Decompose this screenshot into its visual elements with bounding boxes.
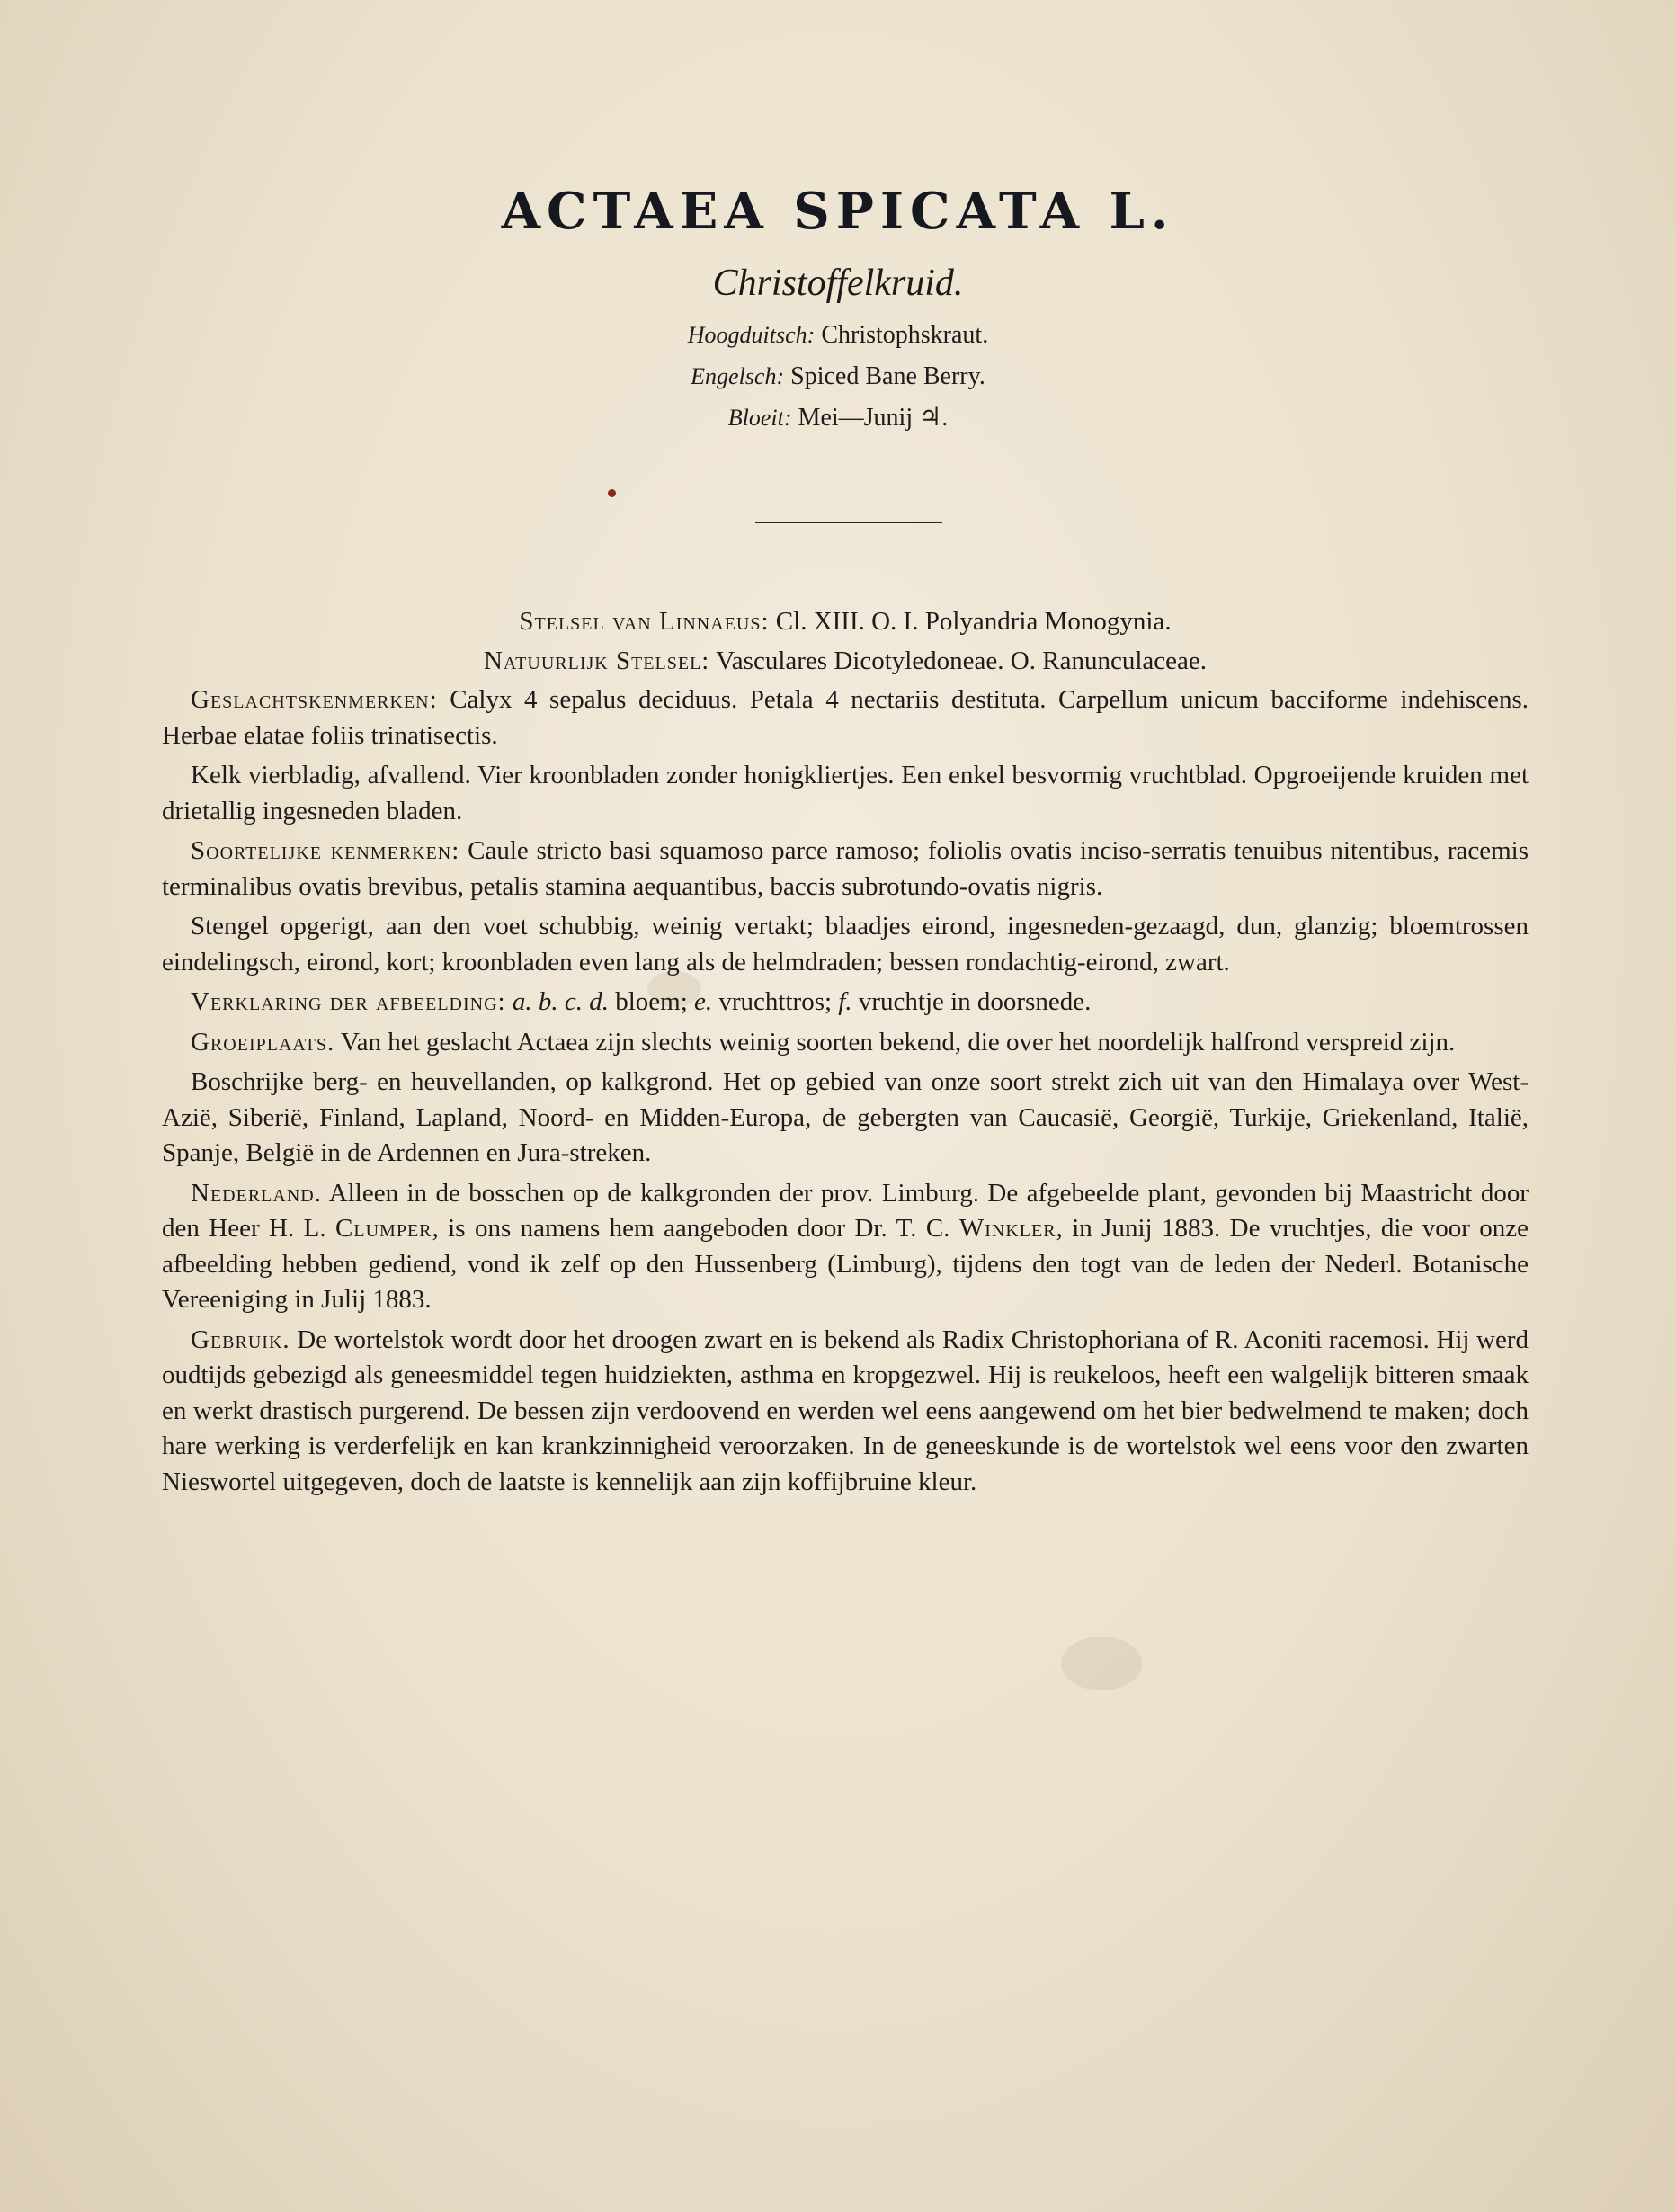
flowering-line — [0, 397, 1676, 439]
divider-rule — [755, 522, 942, 523]
genus-characters-text: Calyx 4 sepalus deciduus. Petala 4 nectariis destituta. Carpellum unicum bacciforme indehiscens. Herbae elatae foliis trinatisectis. — [162, 685, 1529, 750]
donor-name: Winkler — [958, 1214, 1056, 1243]
stem-paragraph: Stengel opgerigt, aan den voet schubbig, weinig vertakt; blaadjes eirond, ingesneden-gezaagd, dun, glanzig; bloemtrossen eindelingsch, eirond, kort; kroonbladen even lang als de helmdraden; bessen rondachtig-eirond, zwart. — [162, 912, 1529, 977]
usage-paragraph — [162, 1323, 1529, 1501]
species-characters-paragraph — [162, 834, 1529, 905]
english-name-line — [0, 356, 1676, 397]
title-block — [0, 171, 1676, 439]
netherlands-paragraph — [162, 1176, 1529, 1318]
paper-stain — [1061, 1637, 1142, 1690]
german-label: Hoogduitsch: — [687, 322, 816, 348]
linnaeus-label: Stelsel van Linnaeus: — [519, 607, 770, 636]
species-characters-text: Caule stricto basi squamoso parce ramoso; foliolis ovatis inciso-serratis tenuibus nitentibus, racemis terminalibus ovatis brevibus, petalis stamina aequantibus, baccis subrotundo-ovatis nigris. — [162, 836, 1529, 901]
figure-text-fruit-section: vruchtje in doorsnede. — [858, 987, 1092, 1016]
flowering-label: Bloeit: — [727, 405, 792, 431]
habitat-paragraph — [162, 1025, 1529, 1061]
flowering-value: Mei—Junij ♃. — [798, 404, 949, 432]
natural-system-text: Vasculares Dicotyledoneae. O. Ranunculaceae. — [716, 646, 1207, 675]
body-text — [162, 604, 1529, 1504]
natural-system-label: Natuurlijk Stelsel: — [483, 646, 710, 675]
calyx-paragraph: Kelk vierbladig, afvallend. Vier kroonbladen zonder honigkliertjes. Een enkel besvormig vruchtblad. Opgroeijende kruiden met drietallig ingesneden bladen. — [162, 761, 1529, 825]
habitat-label: Groeiplaats. — [191, 1027, 335, 1057]
distribution-paragraph: Boschrijke berg- en heuvellanden, op kalkgrond. Het op gebied van onze soort strekt zich uit van den Himalaya over West-Azië, Siberië, Finland, Lapland, Noord- en Midden-Europa, de gebergten van Caucasië, Georgië, Turkije, Griekenland, Italië, Spanje, België in de Ardennen en Jura-streken. — [162, 1067, 1529, 1167]
page-title: ACTAEA SPICATA L. — [501, 182, 1175, 241]
species-characters-label: Soortelijke kenmerken: — [191, 836, 460, 865]
english-value: Spiced Bane Berry. — [790, 362, 985, 390]
figure-text-fruit-cluster: vruchttros; — [718, 987, 833, 1016]
english-label: Engelsch: — [691, 363, 785, 389]
netherlands-text-3: , in Junij 1883. De vruchtjes, die voor onze afbeelding hebben gediend, vond ik zelf op den Hussenberg (Limburg), tijdens den togt van de leden der Nederl. Botanische Vereeniging in Julij 1883. — [162, 1214, 1529, 1314]
netherlands-text-1: Alleen in de bosschen op de kalkgronden der prov. Limburg. De afgebeelde plant, gevonden bij Maastricht door den Heer H. L. — [162, 1178, 1529, 1243]
common-name: Christoffelkruid. — [712, 263, 964, 304]
usage-text: De wortelstok wordt door het droogen zwart en is bekend als Radix Christophoriana of R. Aconiti racemosi. Hij werd oudtijds gebezigd als geneesmiddel tegen huidziekten, asthma en kropgezwel. Hij is reukeloos, heeft een walgelijk bitteren smaak en werkt drastisch purgerend. De bessen zijn verdoovend en werden wel eens aangewend om het bier bedwelmend te maken; doch hare werking is verderfelijk en kan krankzinnigheid veroorzaken. In de geneeskunde is de wortelstok wel eens voor den zwarten Nieswortel uitgegeven, doch de laatste is kennelijk aan zijn koffijbruine kleur. — [162, 1325, 1529, 1496]
figure-text-flower: bloem; — [615, 987, 688, 1016]
habitat-text: Van het geslacht Actaea zijn slechts weinig soorten bekend, die over het noordelijk halfrond verspreid zijn. — [340, 1027, 1456, 1057]
usage-label: Gebruik. — [191, 1325, 290, 1354]
figure-explanation-label: Verklaring der afbeelding: — [191, 987, 506, 1016]
german-value: Christophskraut. — [821, 321, 989, 349]
ink-dot — [608, 489, 616, 497]
linnaeus-text: Cl. XIII. O. I. Polyandria Monogynia. — [775, 607, 1172, 636]
figure-letter-fruit-section: f. — [838, 987, 852, 1016]
netherlands-text-2: , is ons namens hem aangeboden door Dr. T. C. — [432, 1214, 950, 1243]
genus-characters-label: Geslachtskenmerken: — [191, 685, 438, 714]
linnaeus-line — [162, 604, 1529, 640]
collector-name: Clumper — [335, 1214, 432, 1243]
german-name-line — [0, 315, 1676, 356]
figure-letter-fruit-cluster: e. — [694, 987, 713, 1016]
netherlands-label: Nederland. — [191, 1178, 322, 1208]
natural-system-line — [162, 644, 1529, 680]
genus-characters-paragraph — [162, 682, 1529, 754]
figure-letters-flower: a. b. c. d. — [512, 987, 609, 1016]
figure-explanation-paragraph — [162, 985, 1529, 1021]
